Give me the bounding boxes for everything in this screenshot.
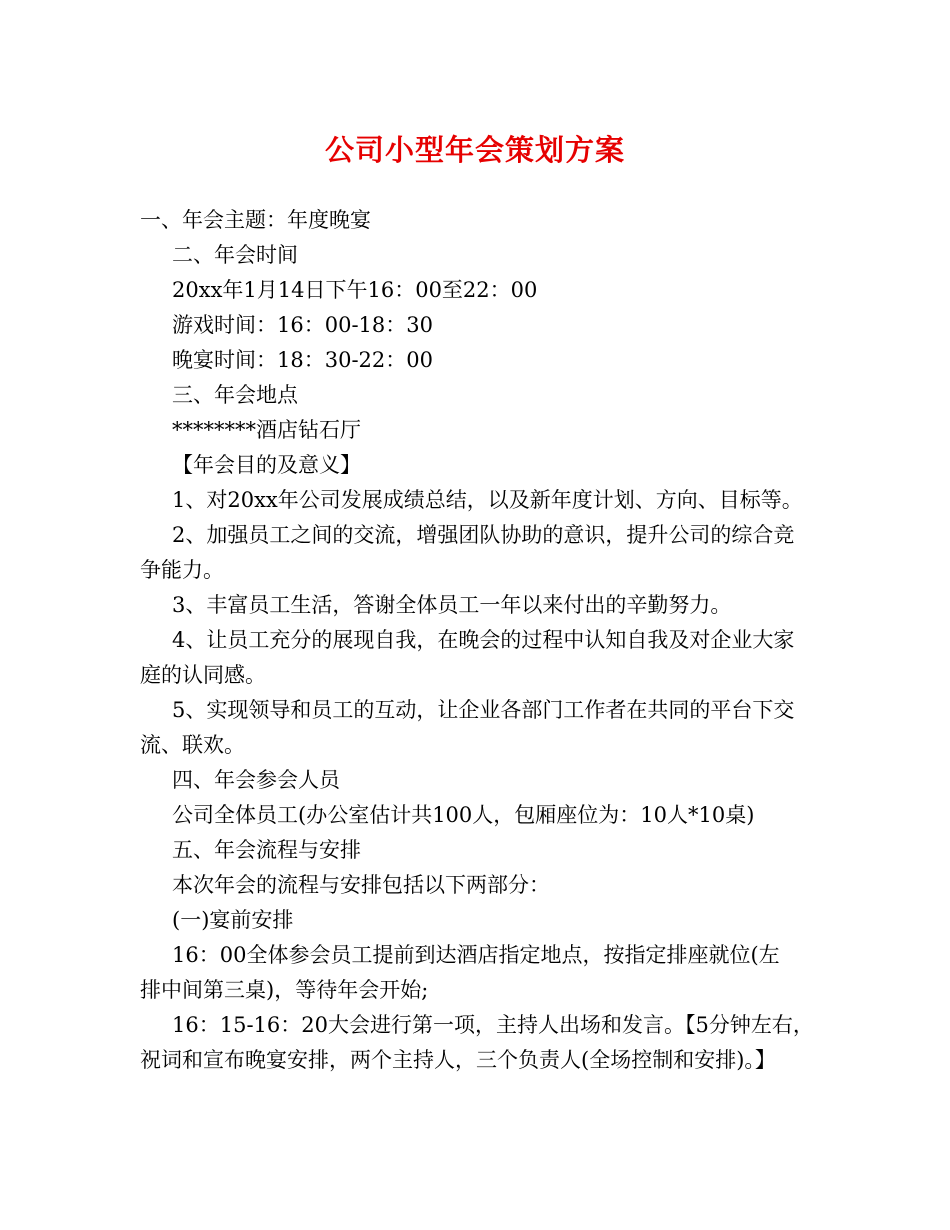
text-line: 二、年会时间 xyxy=(172,243,298,267)
text-line: 本次年会的流程与安排包括以下两部分： xyxy=(172,873,550,897)
text-line: 5、实现领导和员工的互动，让企业各部门工作者在共同的平台下交 xyxy=(172,698,795,722)
document-title: 公司小型年会策划方案 xyxy=(324,133,625,167)
text-line: 20xx年1月14日下午16：00至22：00 xyxy=(172,278,538,302)
text-line: 争能力。 xyxy=(140,558,224,582)
text-line: 16：00全体参会员工提前到达酒店指定地点，按指定排座就位(左 xyxy=(172,943,780,967)
text-line: 游戏时间：16：00-18：30 xyxy=(172,313,433,337)
text-line: 排中间第三桌)，等待年会开始; xyxy=(140,978,429,1002)
text-line: ********酒店钻石厅 xyxy=(172,418,361,442)
text-line: 流、联欢。 xyxy=(140,733,245,757)
text-line: 三、年会地点 xyxy=(172,383,298,407)
text-line: 16：15-16：20大会进行第一项，主持人出场和发言。【5分钟左右， xyxy=(172,1013,814,1037)
text-line: 四、年会参会人员 xyxy=(172,768,340,792)
text-line: 晚宴时间：18：30-22：00 xyxy=(172,348,433,372)
text-line: 一、年会主题：年度晚宴 xyxy=(140,208,371,232)
text-line: 祝词和宣布晚宴安排，两个主持人，三个负责人(全场控制和安排)。】 xyxy=(140,1048,776,1072)
text-line: 2、加强员工之间的交流，增强团队协助的意识，提升公司的综合竞 xyxy=(172,523,795,547)
document-body xyxy=(140,203,820,1078)
text-line: 庭的认同感。 xyxy=(140,663,266,687)
text-line: 3、丰富员工生活，答谢全体员工一年以来付出的辛勤努力。 xyxy=(172,593,732,617)
text-line: 五、年会流程与安排 xyxy=(172,838,361,862)
text-line: 公司全体员工(办公室估计共100人，包厢座位为：10人*10桌) xyxy=(172,803,755,827)
text-line: (一)宴前安排 xyxy=(172,908,294,932)
text-line: 1、对20xx年公司发展成绩总结，以及新年度计划、方向、目标等。 xyxy=(172,488,803,512)
text-line: 【年会目的及意义】 xyxy=(172,453,361,477)
text-line: 4、让员工充分的展现自我，在晚会的过程中认知自我及对企业大家 xyxy=(172,628,795,652)
